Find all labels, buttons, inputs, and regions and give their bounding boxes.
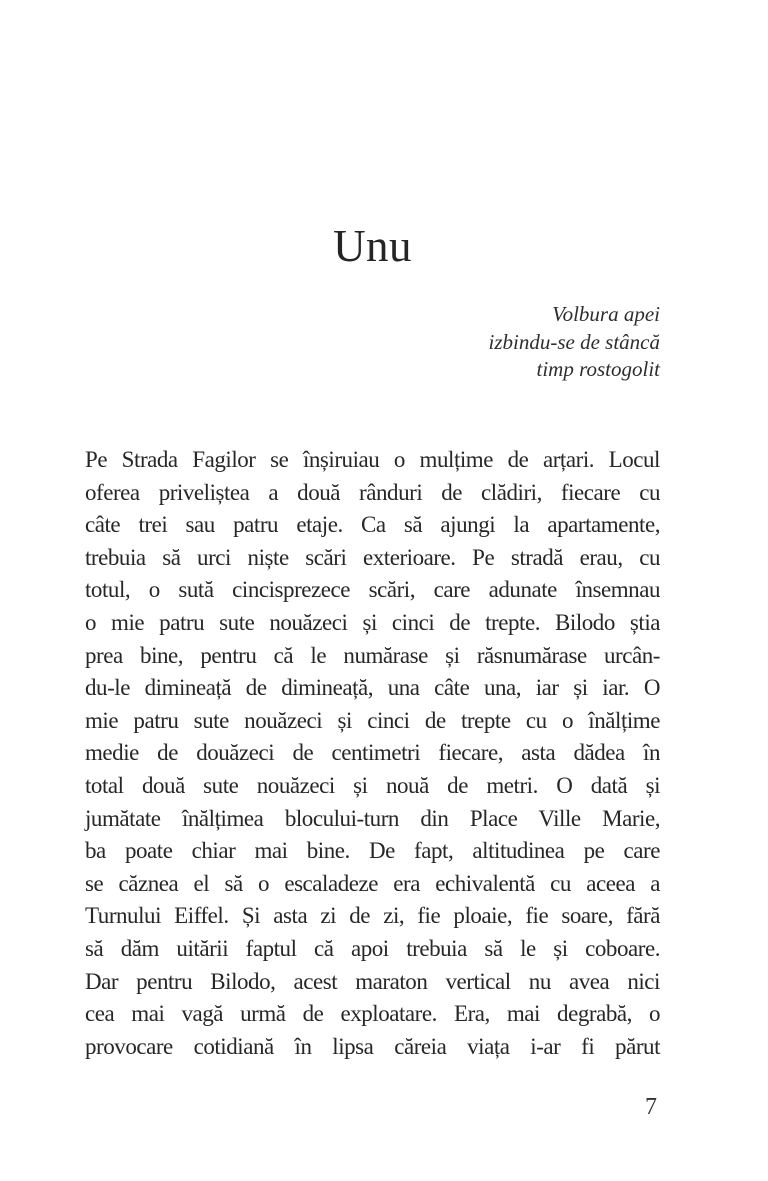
body-text-line: cea mai vagă urmă de exploatare. Era, mai degrabă, o [85, 1001, 660, 1027]
body-text-line: medie de douăzeci de centimetri fiecare, asta dădea în [85, 740, 660, 766]
body-text-line: se căznea el să o escaladeze era echivalentă cu aceea a [85, 870, 660, 896]
body-text-line: o mie patru sute nouăzeci și cinci de trepte. Bilodo știa [85, 609, 660, 635]
body-text-line: prea bine, pentru că le numărase și răsnumărase urcân- [85, 642, 660, 668]
epigraph-line: timp rostogolit [536, 357, 660, 381]
body-text-line: totul, o sută cincisprezece scări, care adunate însemnau [85, 577, 660, 603]
body-paragraph [85, 444, 660, 1063]
body-text-line: Pe Strada Fagilor se înșiruiau o mulțime de arțari. Locul [85, 447, 660, 472]
body-text-line: câte trei sau patru etaje. Ca să ajungi la apartamente, [85, 512, 660, 538]
body-text-line: Turnului Eiffel. Și asta zi de zi, fie ploaie, fie soare, fără [85, 903, 660, 929]
body-text-line: să dăm uitării faptul că apoi trebuia să le și coboare. [85, 935, 660, 961]
body-text-line: total două sute nouăzeci și nouă de metri. O dată și [85, 772, 660, 798]
epigraph [85, 301, 660, 384]
epigraph-line: izbindu-se de stâncă [488, 329, 660, 354]
epigraph-line: Volbura apei [552, 302, 660, 326]
body-text-line: ba poate chiar mai bine. De fapt, altitudinea pe care [85, 838, 660, 864]
body-text-line: jumătate înălțimea blocului-turn din Place Ville Marie, [85, 805, 660, 831]
chapter-title: Unu [333, 221, 412, 271]
body-text-line: oferea priveliștea a două rânduri de clădiri, fiecare cu [85, 479, 660, 505]
page-number: 7 [645, 1094, 657, 1120]
body-text-line: trebuia să urci niște scări exterioare. Pe stradă erau, cu [85, 544, 660, 570]
body-text-line: Dar pentru Bilodo, acest maraton vertical nu avea nici [85, 968, 660, 994]
body-text-line: du-le dimineață de dimineață, una câte una, iar și iar. O [85, 675, 660, 701]
body-text-line: mie patru sute nouăzeci și cinci de trepte cu o înălțime [85, 707, 660, 733]
body-text-line: provocare cotidiană în lipsa căreia viața i-ar fi părut [85, 1033, 660, 1059]
